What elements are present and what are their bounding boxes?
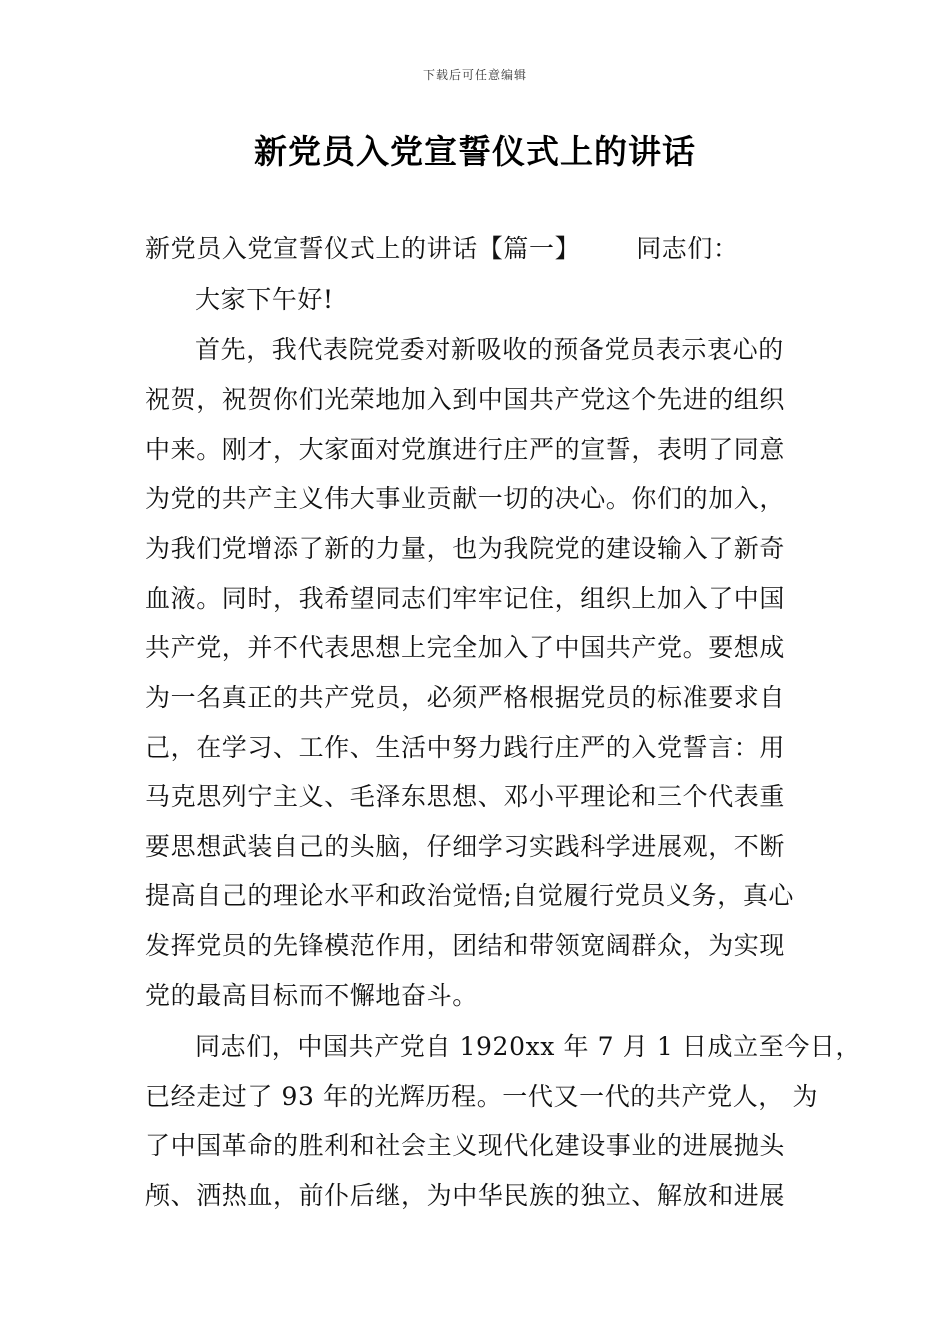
paragraph-line: 为一名真正的共产党员，必须严格根据党员的标准要求自 [145,683,786,712]
document-title: 新党员入党宣誓仪式上的讲话 [254,132,696,171]
paragraph-line: 共产党，并不代表思想上完全加入了中国共产党。要想成 [145,633,786,662]
paragraph-line: 党的最高目标而不懈地奋斗。 [145,981,478,1010]
paragraph-line: 为党的共产主义伟大事业贡献一切的决心。你们的加入， [145,484,786,513]
paragraph-line: 已经走过了 93 年的光辉历程。一代又一代的共产党人， 为 [145,1082,819,1111]
paragraph-line: 祝贺，祝贺你们光荣地加入到中国共产党这个先进的组织 [145,385,786,414]
paragraph-line: 颅、洒热血，前仆后继，为中华民族的独立、解放和进展 [145,1181,786,1210]
header-note: 下载后可任意编辑 [422,68,527,82]
paragraph-line: 提高自己的理论水平和政治觉悟;自觉履行党员义务，真心 [145,881,795,910]
paragraph-line: 马克思列宁主义、毛泽东思想、邓小平理论和三个代表重 [145,782,786,811]
paragraph-line: 己，在学习、工作、生活中努力践行庄严的入党誓言：用 [145,733,786,762]
subtitle-line [145,232,825,266]
paragraph-line: 血液。同时，我希望同志们牢牢记住，组织上加入了中国 [145,584,786,613]
paragraph-line: 首先，我代表院党委对新吸收的预备党员表示衷心的 [195,335,784,364]
paragraph-line: 发挥党员的先锋模范作用，团结和带领宽阔群众，为实现 [145,931,786,960]
section-subtitle: 新党员入党宣誓仪式上的讲话【篇一】 [145,234,581,263]
paragraph-line: 要思想武装自己的头脑，仔细学习实践科学进展观，不断 [145,832,786,861]
salutation: 同志们： [636,234,739,263]
paragraph-line: 为我们党增添了新的力量，也为我院党的建设输入了新奇 [145,534,786,563]
paragraph-line: 中来。刚才，大家面对党旗进行庄严的宣誓，表明了同意 [145,435,786,464]
paragraph-line: 大家下午好! [195,285,334,314]
paragraph-line: 了中国革命的胜利和社会主义现代化建设事业的进展抛头 [145,1131,786,1160]
paragraph-line: 同志们，中国共产党自 1920xx 年 7 月 1 日成立至今日， [195,1032,862,1061]
